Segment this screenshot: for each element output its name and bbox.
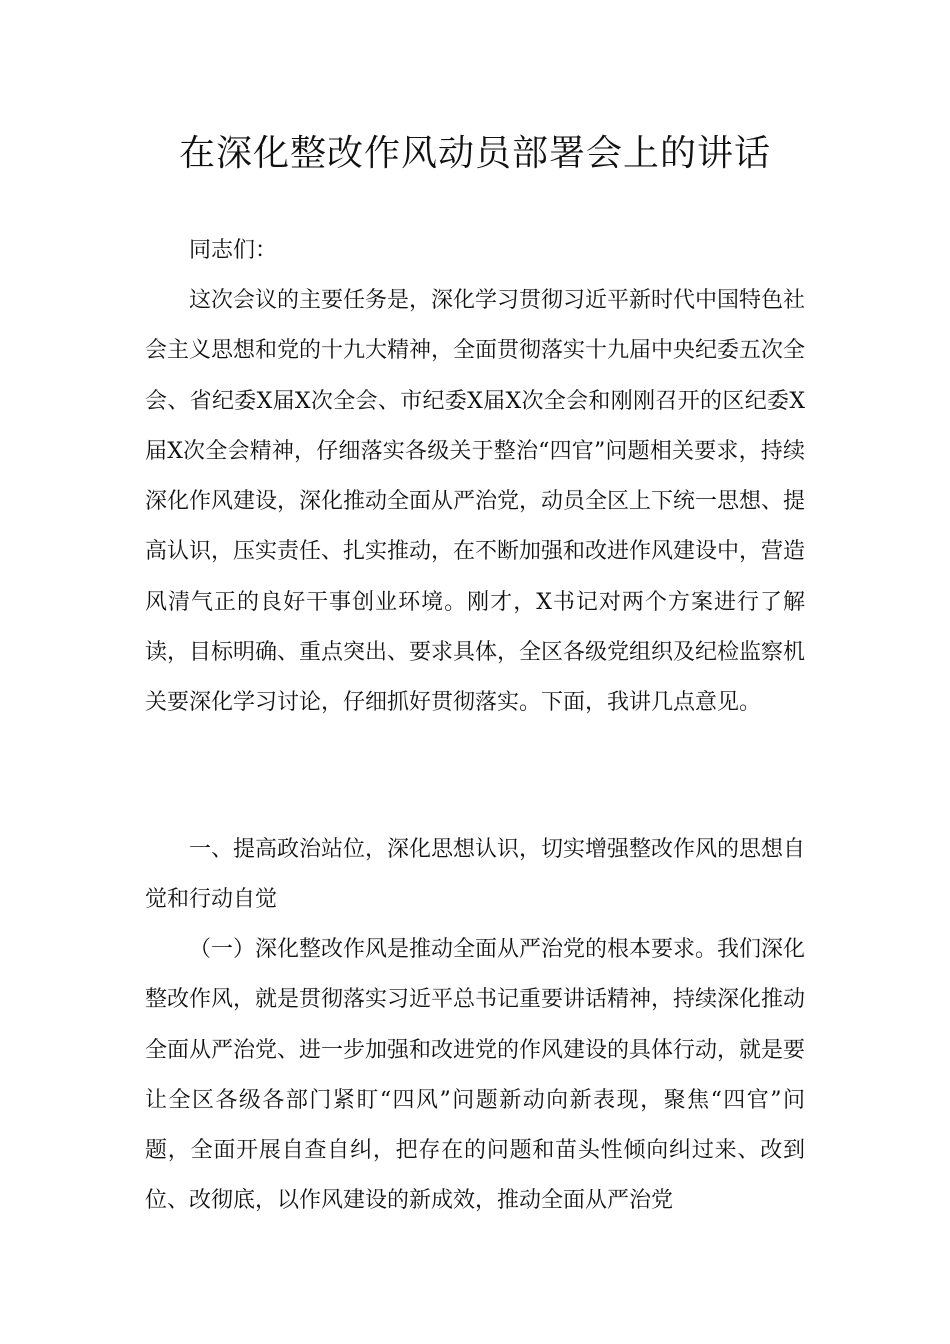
document-title: 在深化整改作风动员部署会上的讲话 bbox=[178, 133, 771, 174]
paragraph-intro: 这次会议的主要任务是，深化学习贯彻习近平新时代中国特色社会主义思想和党的十九大精神，全面贯彻落实十九届中央纪委五次全会、省纪委X届X次全会、市纪委X届X次全会和刚刚召开的区纪委X届X次全会精神，仔细落实各级关于整治“四官”问题相关要求，持续深化作风建设，深化推动全面从严治党，动员全区上下统一思想、提高认识，压实责任、扎实推动，在不断加强和改进作风建设中，营造风清气正的良好干事创业环境。刚才，X书记对两个方案进行了解读，目标明确、重点突出、要求具体，全区各级党组织及纪检监察机关要深化学习讨论，仔细抓好贯彻落实。下面，我讲几点意见。 bbox=[145, 288, 806, 716]
salutation: 同志们： bbox=[189, 238, 278, 263]
paragraph-subsection-1: （一）深化整改作风是推动全面从严治党的根本要求。我们深化整改作风，就是贯彻落实习近平总书记重要讲话精神，持续深化推动全面从严治党、进一步加强和改进党的作风建设的具体行动，就是要让全区各级各部门紧盯“四风”问题新动向新表现，聚焦“四官”问题，全面开展自查自纠，把存在的问题和苗头性倾向纠过来、改到位、改彻底，以作风建设的新成效，推动全面从严治党 bbox=[145, 937, 806, 1214]
section-heading-1: 一、提高政治站位，深化思想认识，切实增强整改作风的思想自觉和行动自觉 bbox=[145, 837, 806, 913]
